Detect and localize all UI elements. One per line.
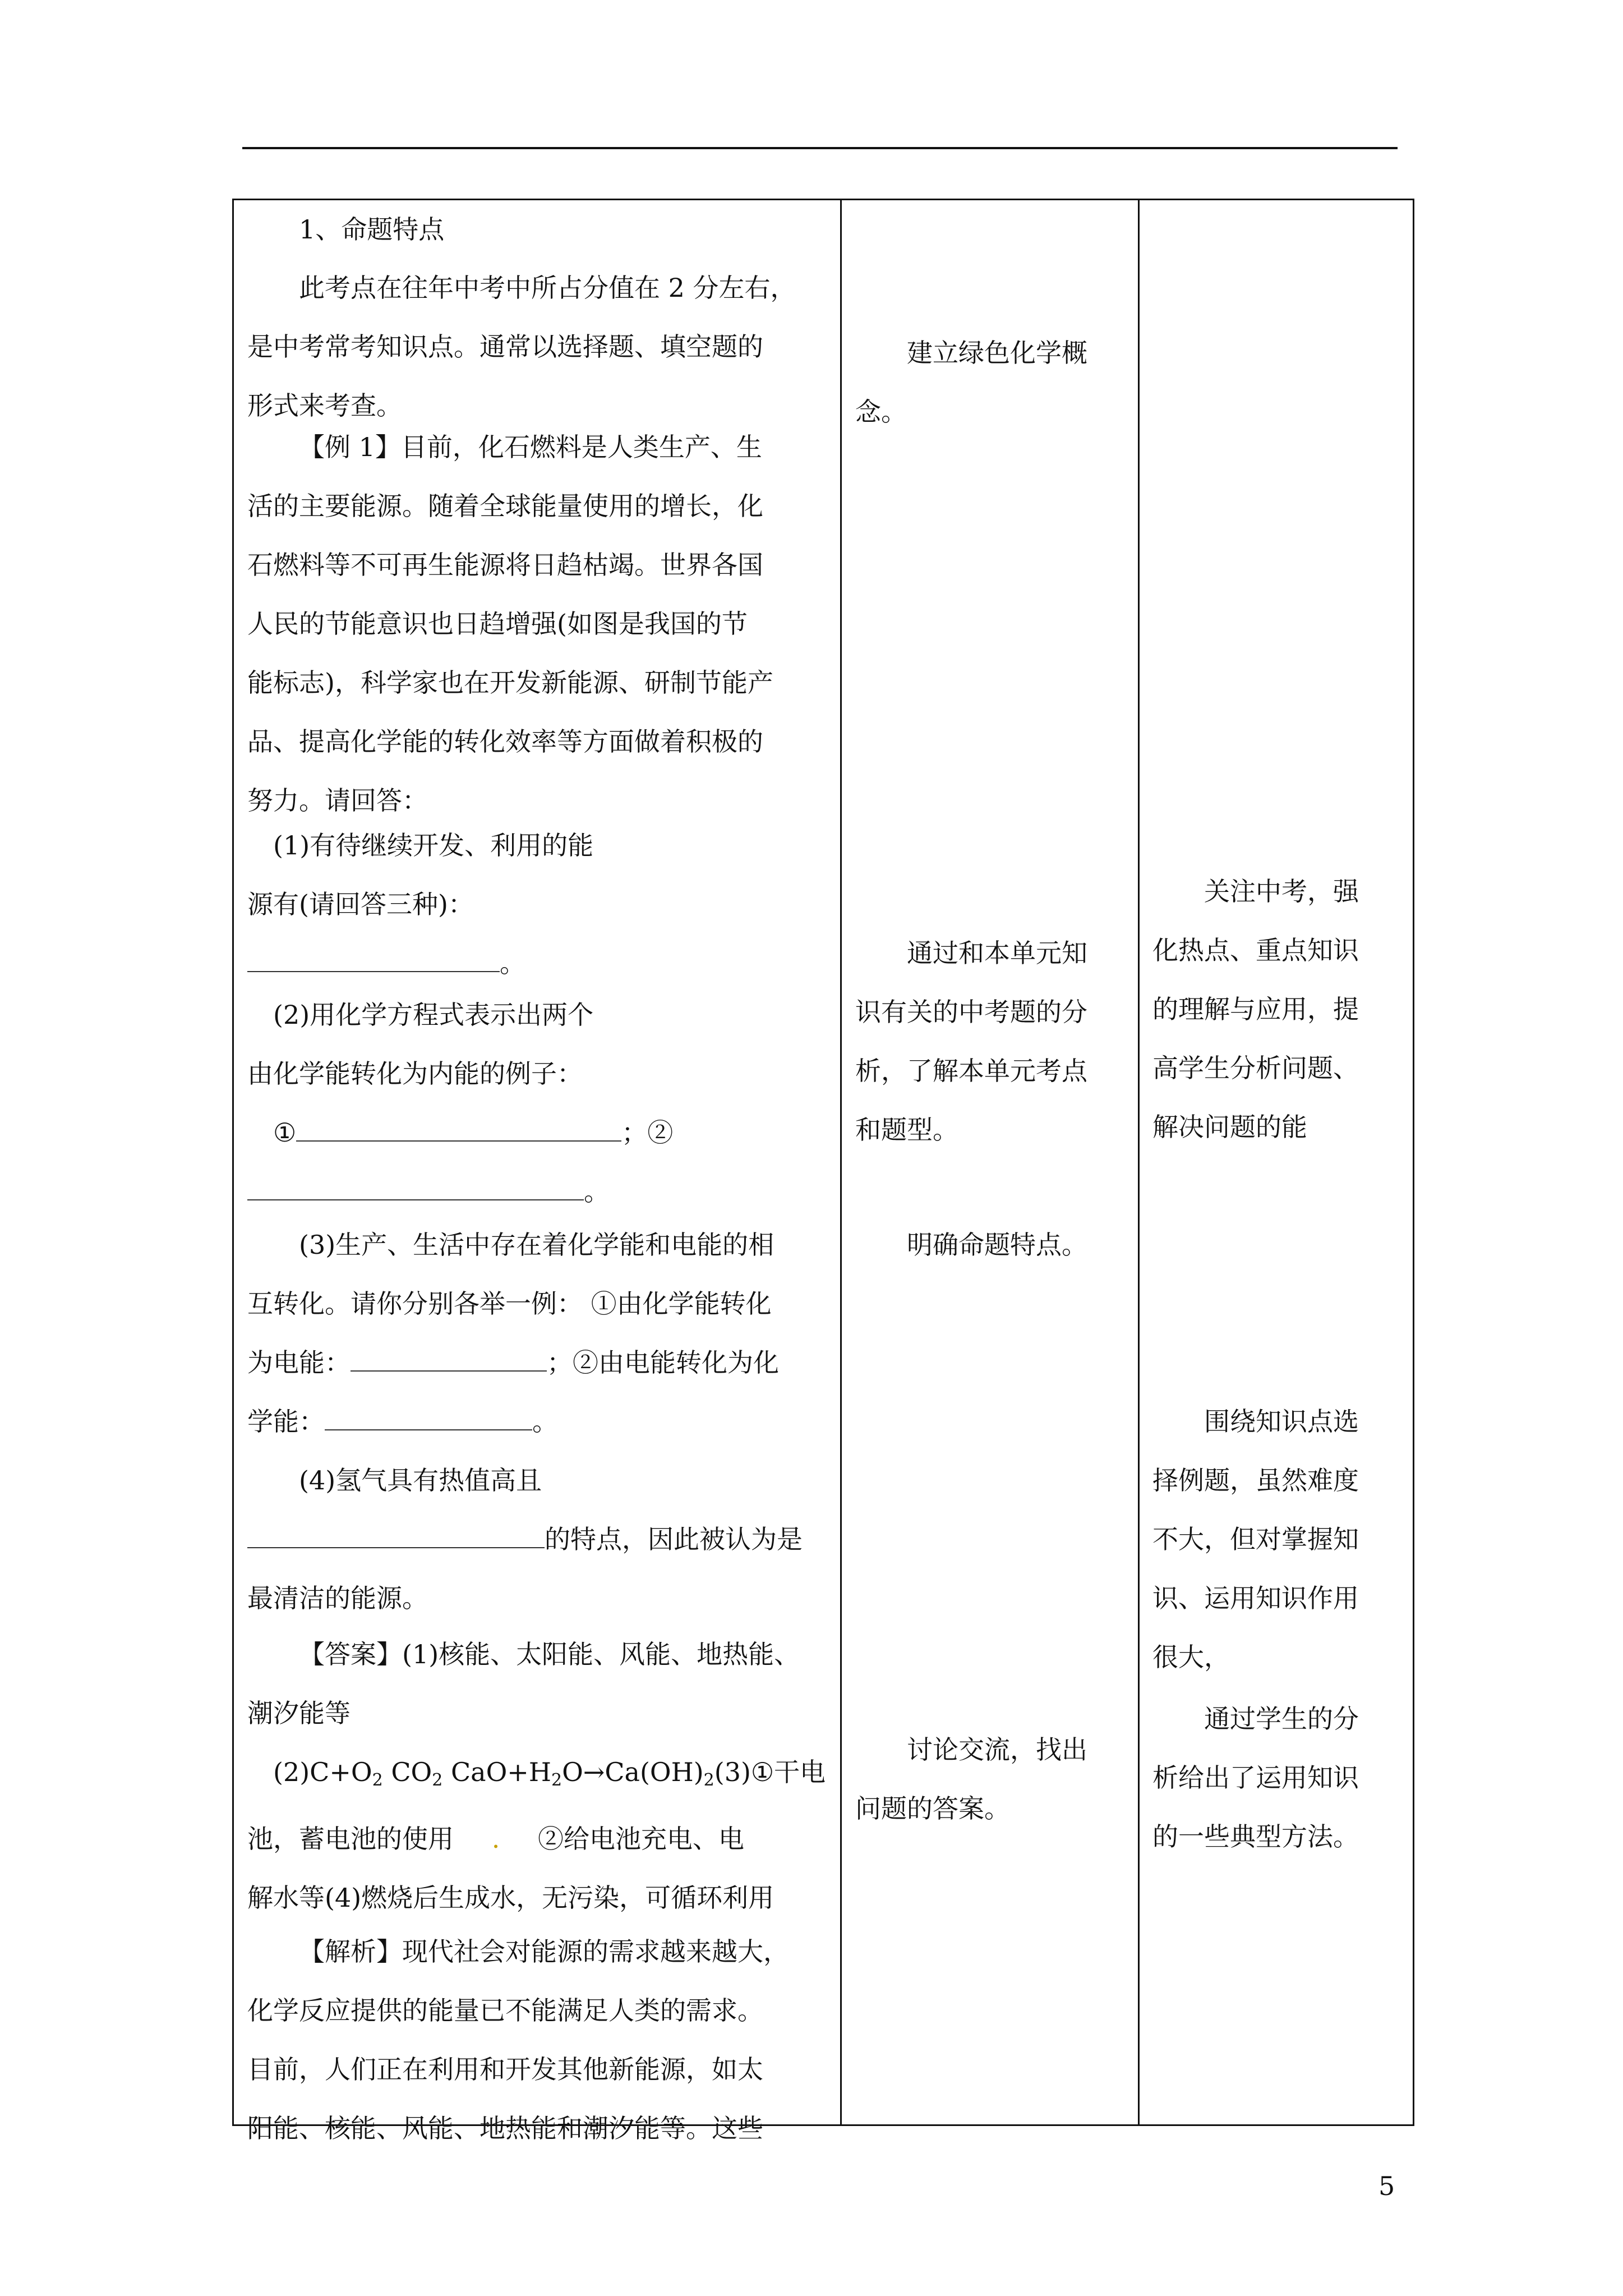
intent-note-2 [1152, 1392, 1405, 1687]
activity-note-4 [855, 1720, 1133, 1838]
answer-line: 解水等(4)燃烧后生成水，无污染，可循环利用 [247, 1883, 774, 1913]
answer-blank[interactable] [247, 1178, 584, 1200]
equation-part: CaO+H [442, 1757, 551, 1787]
content-column [247, 200, 836, 2143]
column-divider-2 [1138, 200, 1140, 2124]
subscript: 2 [551, 1770, 562, 1790]
answer-part: ②给电池充电、电 [538, 1824, 744, 1854]
note-line: 析给出了运用知识 [1152, 1763, 1359, 1793]
equation-part: (3)①干电 [714, 1757, 826, 1787]
header-rule [242, 147, 1398, 149]
intro-paragraph [247, 259, 836, 435]
intro-line: 此考点在往年中考中所占分值在 2 分左右， [299, 273, 796, 303]
answer-line [247, 1743, 836, 1810]
subscript: 2 [372, 1770, 383, 1790]
question-4 [247, 1451, 836, 1628]
note-line: 的理解与应用，提 [1152, 994, 1359, 1024]
example-line: 能标志)，科学家也在开发新能源、研制节能产 [247, 668, 773, 698]
section-heading: 1、命题特点 [299, 214, 445, 245]
note-line: 的一些典型方法。 [1152, 1821, 1359, 1852]
question-4-line: 最清洁的能源。 [247, 1583, 428, 1613]
question-2 [247, 986, 836, 1221]
note-line: 问题的答案。 [855, 1793, 1010, 1824]
answer-line: 潮汐能等 [247, 1698, 351, 1728]
column-divider-1 [840, 200, 842, 2124]
note-line: 和题型。 [855, 1115, 958, 1145]
intro-line: 是中考常考知识点。通常以选择题、填空题的 [247, 332, 763, 362]
activity-note-2 [855, 924, 1133, 1159]
note-line: 高学生分析问题、 [1152, 1053, 1359, 1083]
example-line: 活的主要能源。随着全球能量使用的增长，化 [247, 491, 763, 521]
note-line: 很大， [1152, 1642, 1230, 1672]
analysis-paragraph [247, 1922, 836, 2158]
note-line: 通过学生的分 [1204, 1704, 1359, 1734]
mark-dot: . [491, 1824, 500, 1854]
intent-note-3 [1152, 1690, 1405, 1866]
activity-note-3 [855, 1216, 1133, 1274]
page-number: 5 [1378, 2171, 1395, 2201]
equation-part: CO [382, 1757, 432, 1787]
note-line: 关注中考，强 [1204, 876, 1359, 907]
question-3-line: ；②由电能转化为化 [547, 1347, 779, 1378]
answer-blank[interactable] [296, 1119, 621, 1142]
answer-line: 【答案】(1)核能、太阳能、风能、地热能、 [299, 1639, 800, 1669]
example-line: 【例 1】目前，化石燃料是人类生产、生 [299, 432, 762, 462]
note-line: 解决问题的能 [1152, 1112, 1307, 1142]
activity-note-1 [855, 324, 1133, 441]
question-4-line: (4)氢气具有热值高且 [299, 1465, 542, 1496]
note-line: 围绕知识点选 [1204, 1406, 1359, 1437]
note-line: 通过和本单元知 [907, 938, 1087, 968]
analysis-line: 【解析】现代社会对能源的需求越来越大， [299, 1936, 789, 1967]
design-intent-column [1152, 200, 1405, 2124]
punctuation: 。 [532, 1406, 558, 1437]
answer-blank[interactable] [247, 1526, 545, 1548]
question-3-line: 互转化。请你分别各举一例： ①由化学能转化 [247, 1289, 772, 1319]
example-paragraph [247, 418, 836, 830]
equation-part: (2)C+O [273, 1757, 372, 1787]
punctuation: 。 [584, 1176, 610, 1207]
subscript: 2 [432, 1770, 443, 1790]
circled-1: ① [273, 1117, 297, 1148]
analysis-line: 阳能、核能、风能、地热能和潮汐能等。这些 [247, 2113, 763, 2143]
note-line: 析，了解本单元考点 [855, 1056, 1087, 1086]
student-activity-column [855, 200, 1133, 2124]
question-1 [247, 816, 836, 993]
question-3-line: 学能： [247, 1406, 325, 1437]
lesson-table [232, 199, 1414, 2143]
answer-blank[interactable] [325, 1408, 532, 1430]
punctuation: 。 [500, 948, 525, 978]
question-1-line: 源有(请回答三种)： [247, 889, 474, 919]
example-line: 人民的节能意识也日趋增强(如图是我国的节 [247, 609, 748, 639]
note-line: 择例题，虽然难度 [1152, 1465, 1359, 1496]
answer-blank[interactable] [247, 950, 500, 972]
analysis-line: 化学反应提供的能量已不能满足人类的需求。 [247, 1995, 763, 2026]
question-3-line: 为电能： [247, 1347, 351, 1378]
intent-note-1 [1152, 862, 1405, 1157]
answer-part: 池，蓄电池的使用 [247, 1824, 454, 1854]
note-line: 识有关的中考题的分 [855, 997, 1087, 1027]
question-3-line: (3)生产、生活中存在着化学能和电能的相 [299, 1230, 774, 1260]
circled-2: ；② [621, 1117, 674, 1148]
subscript: 2 [703, 1770, 714, 1790]
note-line: 念。 [855, 397, 907, 427]
analysis-line: 目前，人们正在利用和开发其他新能源，如太 [247, 2054, 763, 2085]
answer-paragraph [247, 1625, 836, 1927]
answer-blank[interactable] [351, 1349, 547, 1372]
equation-part: O→Ca(OH) [562, 1757, 704, 1787]
note-line: 讨论交流，找出 [907, 1734, 1087, 1765]
question-2-line: (2)用化学方程式表示出两个 [273, 1000, 594, 1030]
question-1-line: (1)有待继续开发、利用的能 [273, 830, 594, 861]
answer-line [247, 1810, 836, 1869]
note-line: 明确命题特点。 [907, 1230, 1087, 1260]
note-line: 不大，但对掌握知 [1152, 1524, 1359, 1554]
question-4-line: 的特点，因此被认为是 [545, 1524, 803, 1554]
note-line: 识、运用知识作用 [1152, 1583, 1359, 1613]
intro-line: 形式来考查。 [247, 390, 402, 421]
question-2-line: 由化学能转化为内能的例子： [247, 1059, 583, 1089]
example-line: 努力。请回答： [247, 785, 428, 816]
note-line: 建立绿色化学概 [907, 338, 1087, 368]
example-line: 品、提高化学能的转化效率等方面做着积极的 [247, 726, 763, 757]
example-line: 石燃料等不可再生能源将日趋枯竭。世界各国 [247, 550, 763, 580]
question-3 [247, 1216, 836, 1451]
note-line: 化热点、重点知识 [1152, 935, 1359, 965]
